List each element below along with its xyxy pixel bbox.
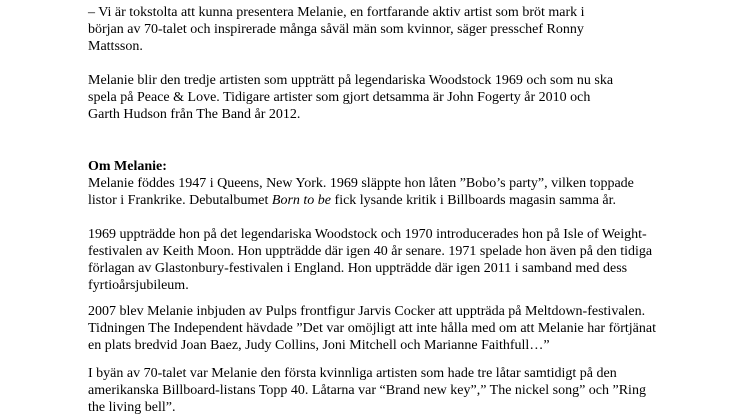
- text-line: förlagan av Glastonbury-festivalen i England. Hon uppträdde där igen 2011 i samband med dess: [88, 261, 628, 276]
- about-heading: Om Melanie:: [88, 159, 167, 174]
- text-line: amerikanska Billboard-listans Topp 40. Låtarna var “Brand new key”,” The nickel song” och ”Ring: [88, 383, 646, 398]
- text-line: Tidningen The Independent hävdade ”Det var omöjligt att inte hålla med om att Melanie har förtjänat: [88, 321, 656, 336]
- text-line: festivalen av Keith Moon. Hon uppträdde där igen 40 år senare. 1971 spelade hon även på den tidiga: [88, 244, 653, 259]
- album-title: Born to be: [271, 193, 332, 208]
- text-line: en plats bredvid Joan Baez, Judy Collins, Joni Mitchell och Marianne Faithfull…”: [88, 338, 550, 353]
- meltdown-paragraph: [88, 303, 728, 354]
- text-line: Garth Hudson från The Band år 2012.: [88, 107, 301, 122]
- text-line: fyrtioårsjubileum.: [88, 278, 189, 293]
- text-line: the living bell”.: [88, 400, 176, 415]
- text-line: Mattsson.: [88, 39, 143, 54]
- quote-paragraph: [88, 4, 728, 55]
- text-line: – Vi är tokstolta att kunna presentera Melanie, en fortfarande aktiv artist som bröt mark i: [88, 5, 585, 20]
- text-line: I byän av 70-talet var Melanie den första kvinnliga artisten som hade tre låtar samtidigt på den: [88, 366, 617, 381]
- text-line: Melanie föddes 1947 i Queens, New York. 1969 släppte hon låten ”Bobo’s party”, vilken toppade: [88, 176, 634, 191]
- text-line: början av 70-talet och inspirerade många såväl män som kvinnor, säger presschef Ronny: [88, 22, 584, 37]
- bio-paragraph: [88, 175, 728, 209]
- text-line: listor i Frankrike. Debutalbumet Born to be fick lysande kritik i Billboards magasin samma år.: [88, 193, 617, 208]
- billboard-paragraph: [88, 365, 728, 416]
- text-line: 2007 blev Melanie inbjuden av Pulps frontfigur Jarvis Cocker att uppträda på Meltdown-festivalen.: [88, 304, 646, 319]
- text-line: 1969 uppträdde hon på det legendariska Woodstock och 1970 introducerades hon på Isle of Weight-: [88, 227, 647, 242]
- festival-paragraph: [88, 226, 728, 294]
- text-line: spela på Peace & Love. Tidigare artister som gjort detsamma är John Fogerty år 2010 och: [88, 90, 591, 105]
- woodstock-paragraph: [88, 72, 728, 123]
- text-line: Melanie blir den tredje artisten som uppträtt på legendariska Woodstock 1969 och som nu ska: [88, 73, 614, 88]
